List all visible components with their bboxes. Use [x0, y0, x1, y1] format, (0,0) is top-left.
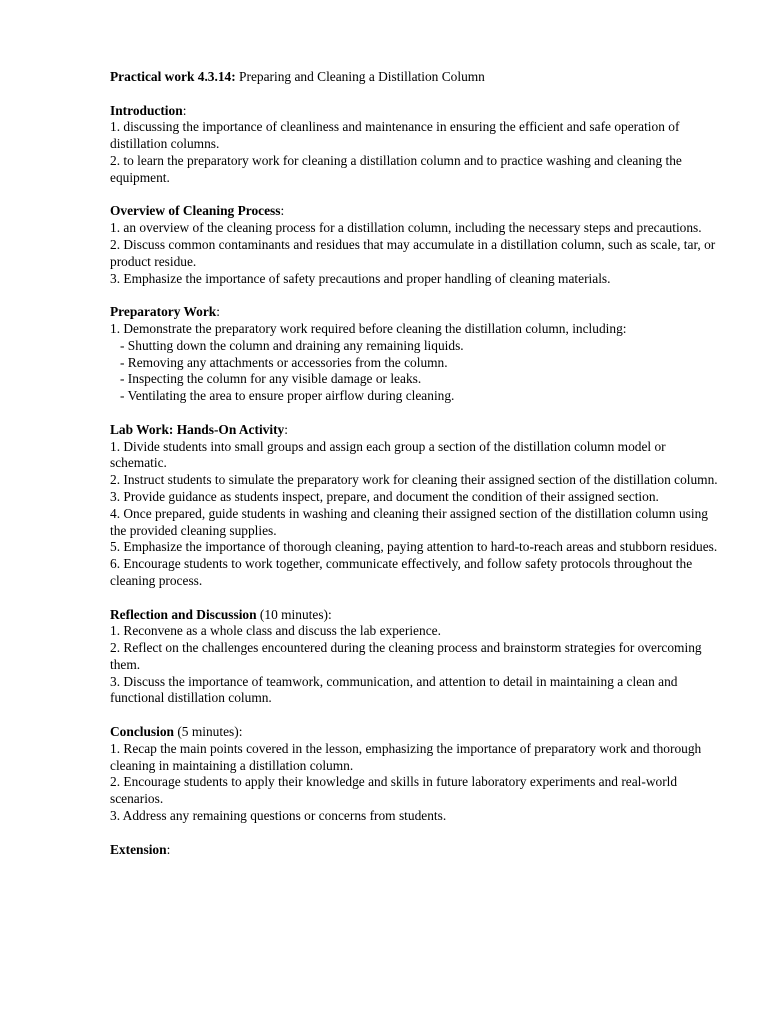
section-heading — [110, 842, 720, 859]
section-overview — [110, 203, 720, 287]
list-item: 1. Recap the main points covered in the lesson, emphasizing the importance of preparatory work and thorough cleaning in maintaining a distillation column. — [110, 740, 702, 773]
list-item: 1. an overview of the cleaning process for a distillation column, including the necessary steps and precautions. — [110, 220, 702, 236]
list-item: 3. Discuss the importance of teamwork, communication, and attention to detail in maintaining a clean and functional distillation column. — [110, 673, 678, 706]
list-item: 3. Address any remaining questions or concerns from students. — [110, 808, 447, 824]
heading-suffix: : — [166, 841, 171, 857]
introduction-heading: Introduction — [110, 102, 183, 118]
section-heading — [110, 607, 720, 624]
list-item: 1. Demonstrate the preparatory work required before cleaning the distillation column, including: — [110, 320, 627, 336]
section-preparatory-work — [110, 304, 720, 405]
section-heading — [110, 203, 720, 220]
extension-heading: Extension — [110, 841, 167, 857]
title-label: Practical work 4.3.14: — [110, 69, 236, 84]
heading-suffix: : — [182, 102, 187, 118]
preparatory-heading: Preparatory Work — [110, 304, 217, 320]
section-lab-work — [110, 422, 720, 590]
list-item: 2. Encourage students to apply their knowledge and skills in future laboratory experiments and real-world scenarios. — [110, 774, 678, 807]
reflection-heading: Reflection and Discussion — [110, 606, 257, 622]
lab-heading: Lab Work: Hands-On Activity — [110, 421, 285, 437]
list-item: 2. Discuss common contaminants and residues that may accumulate in a distillation column, such as scale, tar, or product residue. — [110, 236, 716, 269]
list-item: 1. Reconvene as a whole class and discuss the lab experience. — [110, 623, 441, 639]
section-heading — [110, 724, 720, 741]
title-text: Preparing and Cleaning a Distillation Column — [235, 69, 485, 84]
heading-suffix: : — [280, 203, 285, 219]
overview-heading: Overview of Cleaning Process — [110, 203, 281, 219]
list-item: 6. Encourage students to work together, communicate effectively, and follow safety protocols throughout the cleaning process. — [110, 556, 693, 588]
list-item: 2. Instruct students to simulate the preparatory work for cleaning their assigned section of the distillation column. — [110, 472, 718, 488]
section-reflection — [110, 607, 720, 708]
sub-list-item: - Inspecting the column for any visible damage or leaks. — [120, 371, 422, 387]
sub-list-item: - Shutting down the column and draining any remaining liquids. — [120, 337, 464, 353]
list-item: 5. Emphasize the importance of thorough cleaning, paying attention to hard-to-reach areas and stubborn residues. — [110, 539, 718, 555]
list-item: 1. discussing the importance of cleanliness and maintenance in ensuring the efficient and safe operation of distillation columns. — [110, 119, 680, 152]
section-heading — [110, 304, 720, 321]
list-item: 3. Emphasize the importance of safety precautions and proper handling of cleaning materials. — [110, 270, 611, 286]
section-heading — [110, 103, 720, 120]
heading-suffix: : — [216, 304, 220, 320]
heading-suffix: (10 minutes): — [256, 606, 332, 622]
list-item: 4. Once prepared, guide students in washing and cleaning their assigned section of the distillation column using the provided cleaning supplies. — [110, 505, 708, 538]
sub-list-item: - Removing any attachments or accessories from the column. — [120, 354, 448, 370]
list-item: 3. Provide guidance as students inspect, prepare, and document the condition of their assigned section. — [110, 488, 659, 504]
document-title — [110, 69, 720, 86]
section-heading — [110, 422, 720, 439]
conclusion-heading: Conclusion — [110, 724, 174, 740]
list-item: 1. Divide students into small groups and assign each group a section of the distillation column model or schematic. — [110, 438, 666, 471]
list-item: 2. Reflect on the challenges encountered during the cleaning process and brainstorm strategies for overcoming them. — [110, 640, 702, 672]
section-introduction — [110, 103, 720, 187]
section-extension — [110, 842, 720, 859]
heading-suffix: : — [284, 421, 288, 437]
section-conclusion — [110, 724, 720, 825]
list-item: 2. to learn the preparatory work for cleaning a distillation column and to practice washing and cleaning the equipment. — [110, 152, 682, 185]
heading-suffix: (5 minutes): — [174, 724, 243, 740]
sub-list-item: - Ventilating the area to ensure proper airflow during cleaning. — [120, 388, 455, 404]
document-page — [110, 69, 720, 858]
